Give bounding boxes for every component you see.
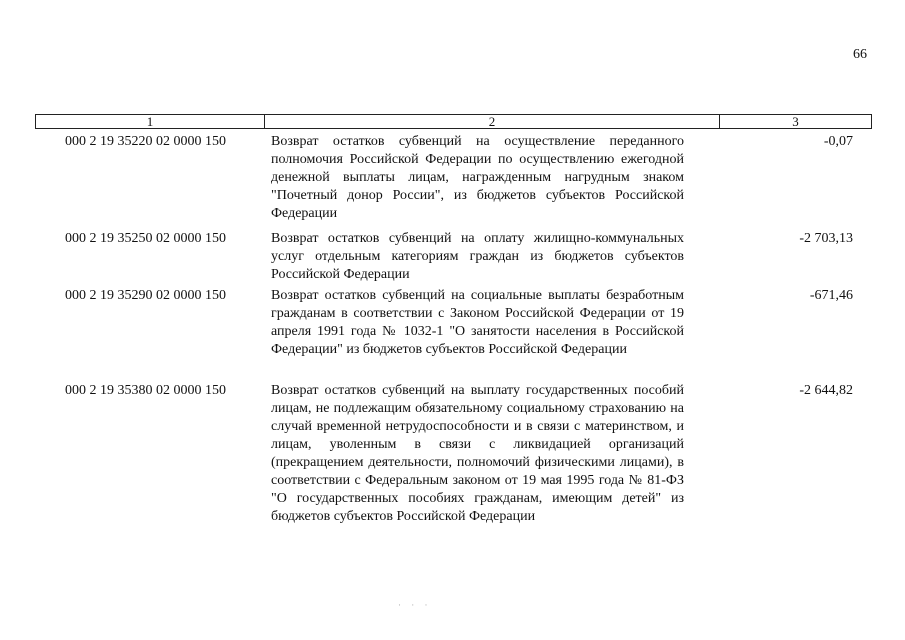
page-number: 66: [853, 47, 867, 62]
row-description: Возврат остатков субвенций на оплату жилищно-коммунальных услуг отдельным категориям граждан из бюджетов субъектов Российской Федерации: [271, 231, 684, 282]
row-description: Возврат остатков субвенций на осуществление переданного полномочия Российской Федерации по осуществлению ежегодной денежной выплаты лицам, награжденным нагрудным знаком "Почетный донор России", из бюджетов субъектов Российской Федерации: [271, 134, 684, 221]
header-col-1: 1: [36, 115, 265, 128]
header-col-2: 2: [265, 115, 720, 128]
row-code: 000 2 19 35220 02 0000 150: [65, 134, 226, 149]
row-code: 000 2 19 35380 02 0000 150: [65, 383, 226, 398]
row-code: 000 2 19 35290 02 0000 150: [65, 288, 226, 303]
table-header: [35, 114, 872, 129]
row-code: 000 2 19 35250 02 0000 150: [65, 231, 226, 246]
row-description: Возврат остатков субвенций на социальные выплаты безработным гражданам в соответствии с Законом Российской Федерации от 19 апреля 1991 года № 1032-1 "О занятости населения в Российской Федерации" из бюджетов субъектов Российской Федерации: [271, 288, 684, 357]
scan-speck: · · ·: [398, 600, 432, 610]
header-col-3: 3: [792, 114, 799, 129]
row-description: Возврат остатков субвенций на выплату государственных пособий лицам, не подлежащим обязательному социальному страхованию на случай временной нетрудоспособности и в связи с материнством, и лицам, уволенным в связи с ликвидацией организаций (прекращением деятельности, полномочий физическими лицами), в соответствии с Федеральным законом от 19 мая 1995 года № 81-ФЗ "О государственных пособиях гражданам, имеющим детей" из бюджетов субъектов Российской Федерации: [271, 383, 684, 524]
row-amount: -2 644,82: [799, 383, 853, 398]
row-amount: -671,46: [809, 288, 853, 303]
row-amount: -2 703,13: [799, 231, 853, 246]
row-amount: -0,07: [823, 134, 853, 149]
